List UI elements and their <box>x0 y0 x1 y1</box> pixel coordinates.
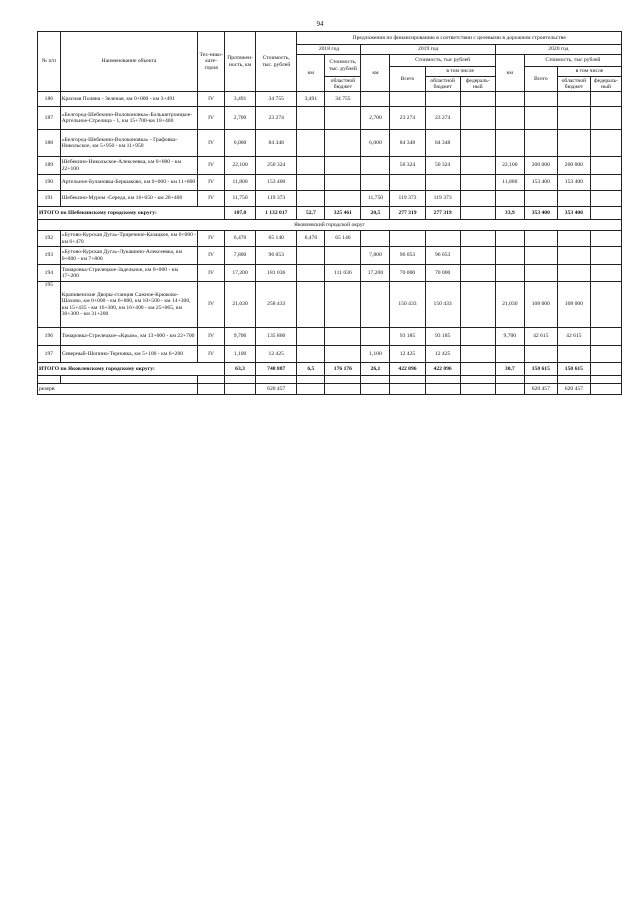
table-row: 188 «Белгород-Шебекино-Волоконовка» - Графовка-Никольское, км 5+950 - км 11+950 IV 6,000 84 348 6,000 84 348 84 348 <box>38 130 622 157</box>
header-no: № п/п <box>38 32 61 92</box>
table-row: 193 «Бутово-Курская Дуга»-Лукашино-Алексеевка, км 0+000 - км 7+800 IV 7,800 96 053 7,800 96 053 96 053 <box>38 247 622 265</box>
reserve-regional-2020: 620 457 <box>557 384 590 395</box>
reserve-label: резерв <box>38 384 198 395</box>
header-name: Наименование объекта <box>60 32 197 92</box>
table-row: 196 Томаровка-Стрелецкое-«Крым», км 13+000 - км 22+700 IV 9,700 135 800 93 185 93 185 9,700 42 615 42 615 <box>38 328 622 346</box>
header-year-2018: 2018 год <box>297 45 361 55</box>
page-number: 94 <box>316 20 324 28</box>
header-cost-2020: Стоимость, тыс рублей <box>524 55 621 67</box>
table-row: 192 «Бутово-Курская Дуга»-Триречное-Казацкое, км 0+000 - км 6+470 IV 6,470 65 140 6,470 65 140 <box>38 231 622 247</box>
header-cost-2018: Стоимость, тыс. рублей <box>325 55 361 77</box>
header-km-2020: км <box>495 55 524 92</box>
total-row-yakovlevsky: ИТОГО по Яковлевскому городскому округу: 63,3 748 887 6,5 176 176 26,1 422 096 422 096 30,7 150 615 150 615 <box>38 363 622 376</box>
header-including-2020: в том числе <box>557 67 621 77</box>
table-row: 195 Крапивенские Дворы-станция Сажное-Крюково-Шахово, км 0+000 - км 6+800, км 10+500 - км 14+300, км 15+435 - км 16+300, км 16+400 - км 25+065, км 30+300 - км 31+200 IV 21,030 258 433 150 433 150 433 21,030 108 000 108 000 <box>38 282 622 328</box>
header-financing-title: Предложения по финансированию в соответствии с целевыми в дорожном строительстве <box>297 32 622 45</box>
header-regional-2020: областной бюджет <box>557 77 590 92</box>
header-regional-2018: областной бюджет <box>325 77 361 92</box>
header-including-2019: в том числе <box>425 67 495 77</box>
header-length: Протяжен-ность, км <box>225 32 256 92</box>
header-federal-2019: федераль-ный <box>460 77 495 92</box>
table-row: 197 Северный-Шопино-Терновка, км 5+100 - км 6+200 IV 1,100 12 425 1,100 12 425 12 425 <box>38 346 622 363</box>
header-regional-2019: областной бюджет <box>425 77 460 92</box>
table-row: 191 Шебекино-Муром -Середа, км 16+650 - км 28+400 IV 11,750 119 373 11,750 119 373 119 373 <box>38 191 622 207</box>
section-title: Яковлевский городской округ <box>38 220 622 231</box>
header-category: Тех-нико-кате-гория <box>198 32 225 92</box>
header-km-2019: км <box>361 55 390 92</box>
header-cost-2019: Стоимость, тыс рублей <box>390 55 495 67</box>
header-cost: Стоимость, тыс. рублей <box>256 32 297 92</box>
table-row: 190 Артельное-Булановка-Бершаково, км 0+000 - км 11+800 IV 11,800 153 400 11,800 153 400 153 400 <box>38 175 622 191</box>
header-km-2018: км <box>297 55 325 92</box>
total-row-shebekino: ИТОГО по Шебекинскому городскому округу: 107,0 1 132 017 52,7 325 461 20,5 277 319 277 319 33,9 353 400 353 400 <box>38 207 622 220</box>
table-row: 186 Красная Поляна - Зеленая, км 0+000 - км 3+491 IV 3,491 34 755 3,491 34 755 <box>38 92 622 107</box>
table-row: 194 Томаровка-Стрелецкое-Задельное, км 0+000 - км 17+200 IV 17,200 181 036 111 036 17,200 70 000 70 000 <box>38 265 622 282</box>
reserve-cost: 620 457 <box>256 384 297 395</box>
reserve-row <box>38 384 622 395</box>
table-row: 187 «Белгород-Шебекино-Волоконовка»-Большетроицкое-Артельное-Стрелица - 1, км 15+700-км 18+400 IV 2,700 23 274 2,700 23 274 23 274 <box>38 107 622 130</box>
header-total-2020: Всего <box>524 67 557 92</box>
reserve-total-2020: 620 457 <box>524 384 557 395</box>
header-federal-2020: федераль-ный <box>590 77 621 92</box>
spacer-row <box>38 376 622 384</box>
header-total-2019: Всего <box>390 67 425 92</box>
header-year-2019: 2019 год <box>361 45 495 55</box>
table-row: 189 Шебекино-Никольское-Алексеевка, км 0+000 - км 22+100 IV 22,100 250 324 50 324 50 324 22,100 200 000 200 000 <box>38 157 622 175</box>
financing-table <box>37 31 622 395</box>
section-header <box>38 220 622 231</box>
header-year-2020: 2020 год <box>495 45 621 55</box>
